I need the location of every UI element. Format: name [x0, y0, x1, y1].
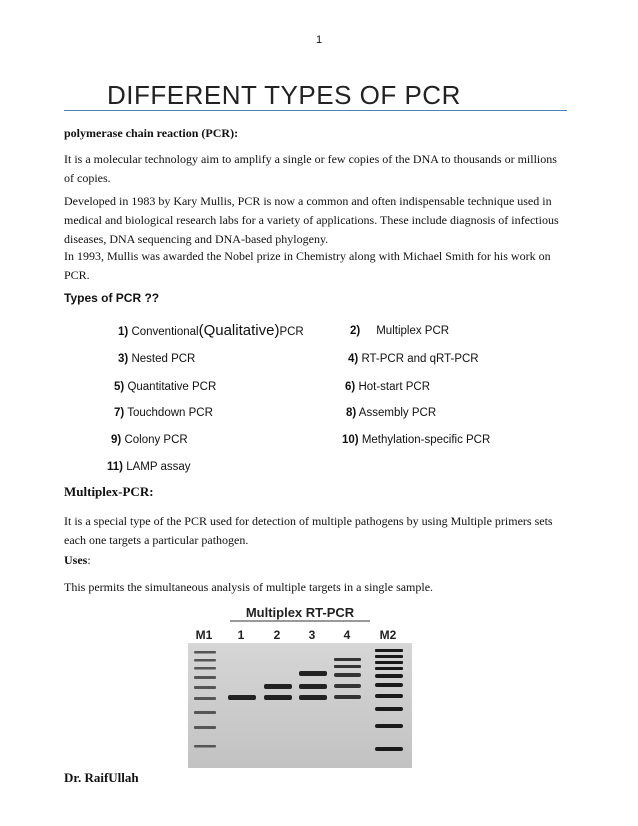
- lane-label-2: 2: [273, 628, 281, 642]
- type-item-4: [348, 353, 479, 365]
- type-label-suffix: PCR: [279, 326, 304, 338]
- author-footer: Dr. RaifUllah: [64, 770, 139, 785]
- type-item-8: [346, 407, 436, 419]
- gel-electrophoresis-image: [188, 603, 412, 768]
- type-number: 8): [346, 407, 357, 419]
- gel-title: Multiplex RT-PCR: [245, 605, 355, 620]
- type-label: Nested PCR: [131, 353, 196, 365]
- type-item-7: [114, 407, 213, 419]
- lane-label-3: 3: [308, 628, 316, 642]
- type-label: Touchdown PCR: [127, 407, 213, 419]
- type-number: 7): [114, 407, 125, 419]
- definition-heading: polymerase chain reaction (PCR):: [64, 126, 239, 140]
- type-label: Hot-start PCR: [358, 381, 431, 393]
- lane-1-bands: [228, 695, 256, 700]
- type-number: 4): [348, 353, 359, 365]
- lane-label-4: 4: [343, 628, 351, 642]
- page-title: DIFFERENT TYPES OF PCR: [107, 80, 461, 110]
- types-heading: Types of PCR ??: [64, 291, 160, 305]
- type-item-2: [350, 325, 449, 337]
- uses-colon: :: [87, 553, 91, 567]
- type-label: Colony PCR: [124, 434, 188, 446]
- type-number: 9): [111, 434, 122, 446]
- type-label: Methylation-specific PCR: [361, 434, 491, 446]
- type-label-emphasis: (Qualitative): [198, 322, 280, 339]
- uses-label-line: [64, 553, 91, 568]
- type-item-9: [111, 434, 188, 446]
- type-item-11: [107, 461, 191, 473]
- type-label: Quantitative PCR: [127, 381, 217, 393]
- multiplex-description: It is a special type of the PCR used for detection of multiple pathogens by using Multiple primers sets each one targets a particular pathogen.: [64, 514, 553, 547]
- type-number: 1): [118, 326, 129, 338]
- uses-text: This permits the simultaneous analysis of multiple targets in a single sample.: [64, 580, 434, 594]
- type-number: 2): [350, 325, 361, 337]
- type-item-5: [114, 381, 216, 393]
- type-number: 10): [342, 434, 359, 446]
- paragraph-definition: It is a molecular technology aim to amplify a single or few copies of the DNA to thousands or millions of copies.: [64, 152, 557, 185]
- type-label: Conventional: [131, 326, 199, 338]
- paragraph-history: Developed in 1983 by Kary Mullis, PCR is now a common and often indispensable technique used in medical and biological research labs for a variety of applications. These include diagnosis of infectious diseases, DNA sequencing and DNA-based phylogeny.: [64, 194, 559, 246]
- type-item-6: [345, 381, 430, 393]
- gel-figure: [188, 603, 412, 768]
- type-item-1: [118, 322, 304, 339]
- type-number: 3): [118, 353, 129, 365]
- type-item-10: [342, 434, 490, 446]
- lane-3-bands: [299, 671, 327, 700]
- type-number: 11): [107, 461, 123, 473]
- paragraph-nobel: In 1993, Mullis was awarded the Nobel prize in Chemistry along with Michael Smith for his work on PCR.: [64, 249, 551, 282]
- lane-label-m2: M2: [379, 628, 397, 642]
- title-underline: [64, 110, 567, 111]
- type-number: 5): [114, 381, 125, 393]
- type-label: RT-PCR and qRT-PCR: [361, 353, 479, 365]
- lane-label-1: 1: [237, 628, 245, 642]
- type-label: Assembly PCR: [358, 407, 437, 419]
- type-item-3: [118, 353, 195, 365]
- type-label: Multiplex PCR: [376, 325, 450, 337]
- multiplex-heading: Multiplex-PCR:: [64, 484, 154, 499]
- lane-label-m1: M1: [195, 628, 213, 642]
- type-label: LAMP assay: [126, 461, 191, 473]
- type-number: 6): [345, 381, 356, 393]
- page-number: 1: [315, 34, 323, 46]
- uses-label: Uses: [64, 553, 88, 567]
